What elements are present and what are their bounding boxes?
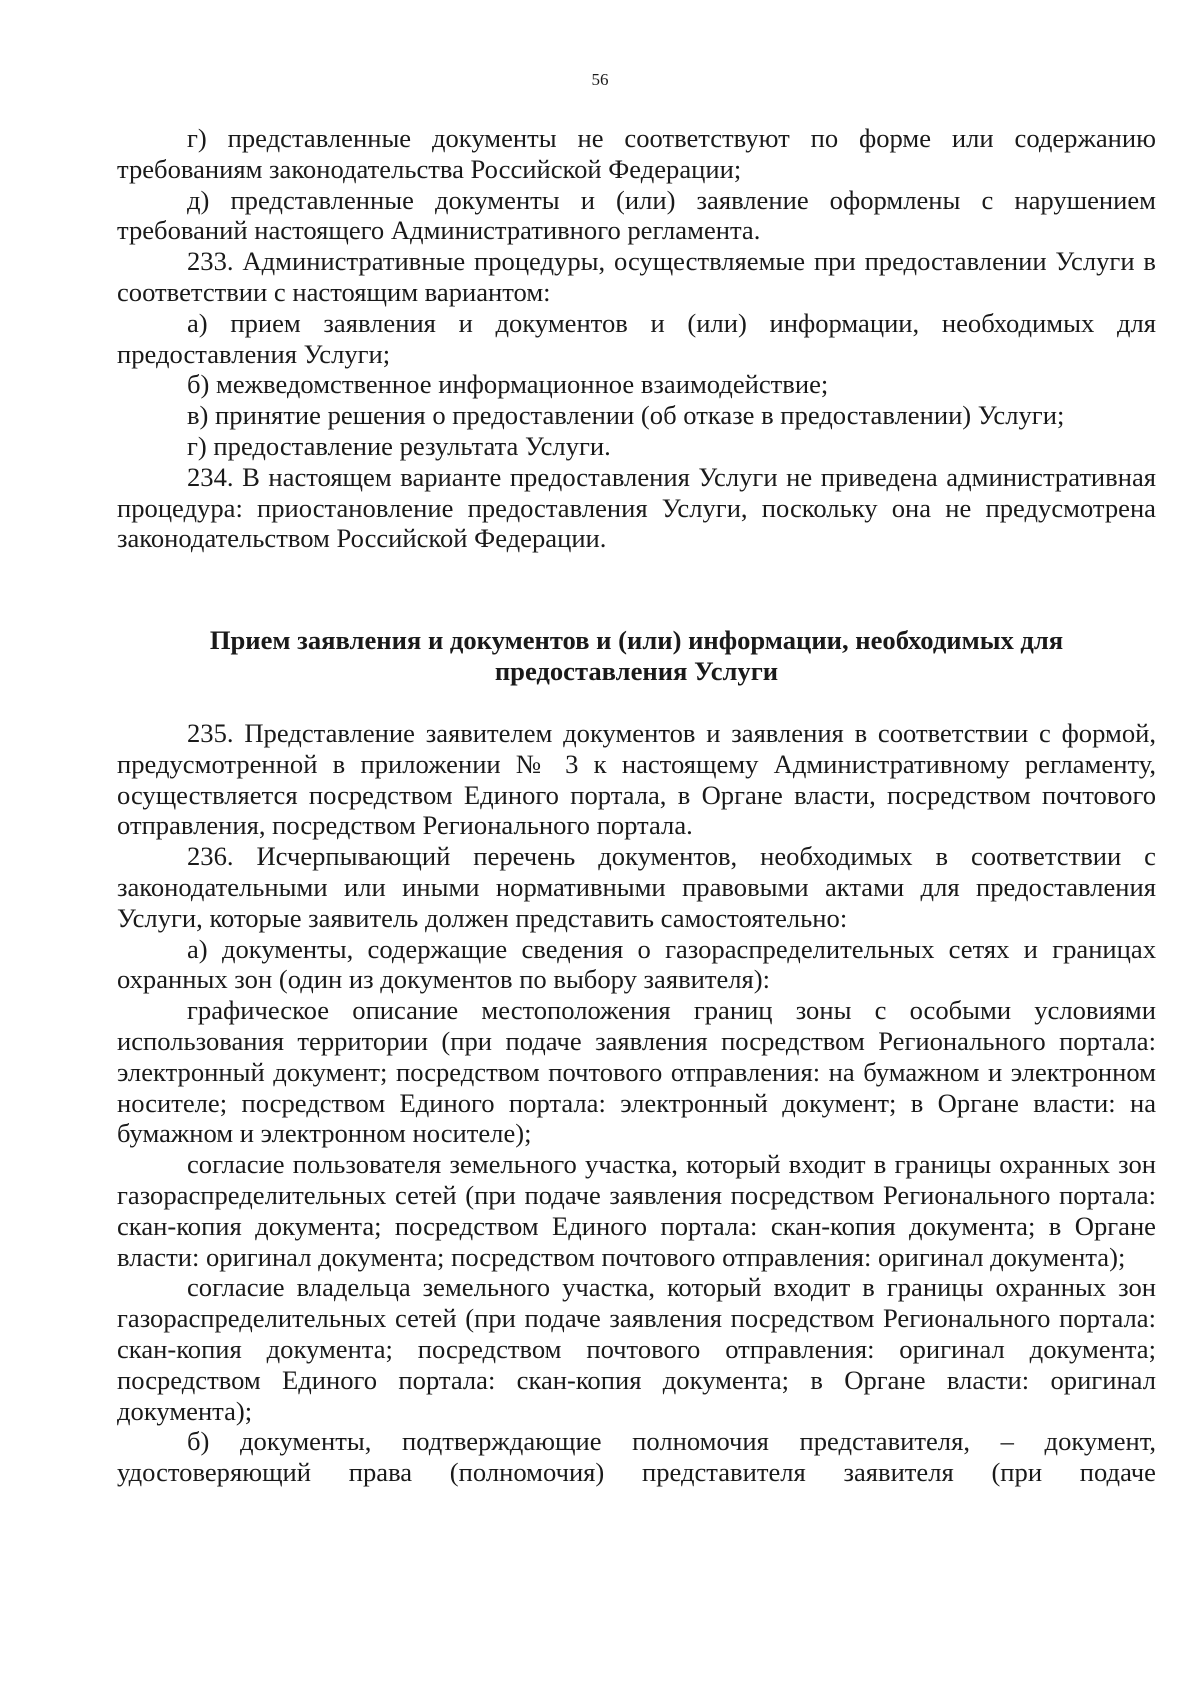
paragraph-236-b: б) документы, подтверждающие полномочия представителя, – документ, удостоверяющий права (полномочия) представителя заявителя (при подаче xyxy=(117,1426,1156,1488)
text-block-top xyxy=(117,123,1156,554)
paragraph-graphic-description: графическое описание местоположения границ зоны с особыми условиями использования территории (при подаче заявления посредством Регионального портала: электронный документ; посредством почтового отправления: на бумажном и электронном носителе; посредством Единого портала: электронный документ; в Органе власти: на бумажном и электронном носителе); xyxy=(117,995,1156,1149)
paragraph-234: 234. В настоящем варианте предоставления Услуги не приведена административная процедура: приостановление предоставления Услуги, поскольку она не предусмотрена законодательством Российской Федерации. xyxy=(117,461,1156,554)
paragraph-233-v: в) принятие решения о предоставлении (об отказе в предоставлении) Услуги; xyxy=(187,400,1065,431)
paragraph-d-item: д) представленные документы и (или) заявление оформлены с нарушением требований настоящего Административного регламента. xyxy=(117,184,1156,246)
paragraph-233: 233. Административные процедуры, осуществляемые при предоставлении Услуги в соответствии с настоящим вариантом: xyxy=(117,246,1156,307)
paragraph-g-item: г) представленные документы не соответствуют по форме или содержанию требованиям законодательства Российской Федерации; xyxy=(117,123,1156,184)
paragraph-233-b: б) межведомственное информационное взаимодействие; xyxy=(187,369,829,400)
section-heading-line-1: Прием заявления и документов и (или) информации, необходимых для xyxy=(209,625,1064,655)
paragraph-236-a: а) документы, содержащие сведения о газораспределительных сетях и границах охранных зон (один из документов по выбору заявителя): xyxy=(117,933,1156,995)
paragraph-233-a: а) прием заявления и документов и (или) информации, необходимых для предоставления Услуги; xyxy=(117,307,1156,369)
section-heading xyxy=(117,625,1156,687)
paragraph-235: 235. Представление заявителем документов и заявления в соответствии с формой, предусмотренной в приложении № 3 к настоящему Административному регламенту, осуществляется посредством Единого портала, в Органе власти, посредством почтового отправления, посредством Регионального портала. xyxy=(117,718,1156,841)
text-block-bottom xyxy=(117,718,1156,1488)
paragraph-owner-consent: согласие владельца земельного участка, который входит в границы охранных зон газораспределительных сетей (при подаче заявления посредством Регионального портала: скан-копия документа; посредством почтового отправления: оригинал документа; посредством Единого портала: скан-копия документа; в Органе власти: оригинал документа); xyxy=(117,1272,1156,1426)
paragraph-user-consent: согласие пользователя земельного участка, который входит в границы охранных зон газораспределительных сетей (при подаче заявления посредством Регионального портала: скан-копия документа; посредством Единого портала: скан-копия документа; в Органе власти: оригинал документа; посредством почтового отправления: оригинал документа); xyxy=(117,1149,1156,1272)
paragraph-236: 236. Исчерпывающий перечень документов, необходимых в соответствии с законодательными или иными нормативными правовыми актами для предоставления Услуги, которые заявитель должен представить самостоятельно: xyxy=(117,841,1156,933)
section-heading-line-2: предоставления Услуги xyxy=(494,656,779,686)
paragraph-233-g: г) предоставление результата Услуги. xyxy=(187,430,611,461)
page-number: 56 xyxy=(591,70,609,89)
